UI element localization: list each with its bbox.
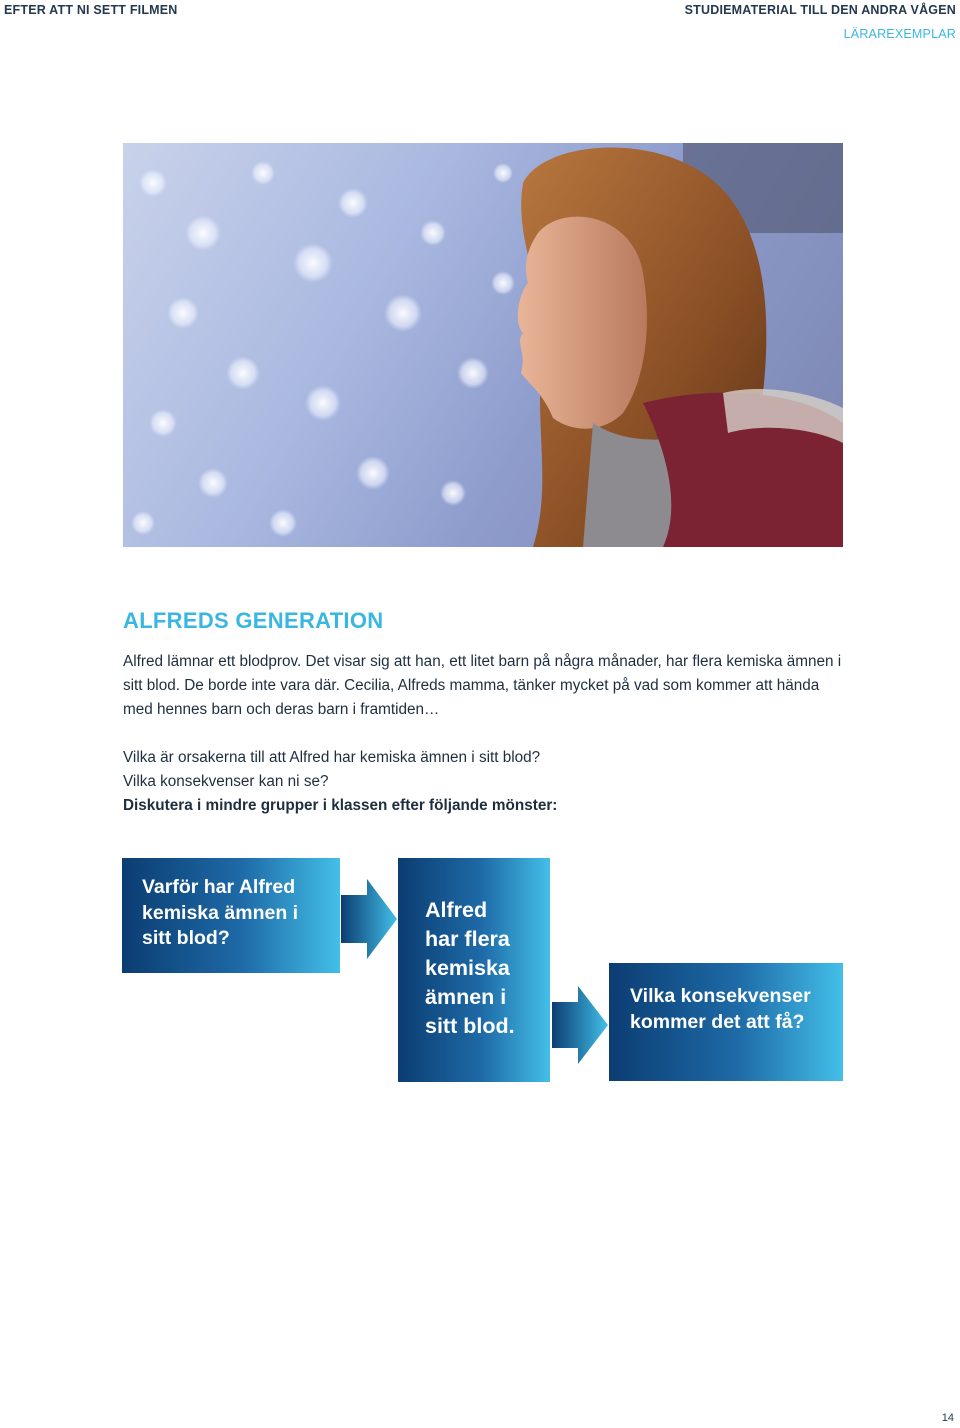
- header-left: EFTER ATT NI SETT FILMEN: [4, 3, 178, 17]
- intro-text: Alfred lämnar ett blodprov. Det visar sig att han, ett litet barn på några månader, har flera kemiska ämnen i sitt blod. De borde inte vara där. Cecilia, Alfreds mamma, tänker mycket på vad som kommer att hända med hennes barn och deras barn i framtiden…: [123, 653, 842, 718]
- page-number: 14: [941, 1412, 954, 1424]
- discussion-instruction: Diskutera i mindre grupper i klassen efter följande mönster:: [123, 797, 558, 814]
- flow-box-consequences: Vilka konsekvenser kommer det att få?: [609, 963, 843, 1081]
- question-consequences: Vilka konsekvenser kan ni se?: [123, 773, 329, 790]
- discussion-questions: [123, 746, 843, 818]
- section-title: ALFREDS GENERATION: [123, 608, 384, 633]
- arrow-right-icon: [341, 879, 397, 959]
- portrait-photo: [123, 143, 843, 547]
- header-sub: LÄRAREXEMPLAR: [843, 27, 956, 41]
- flow-box-fact: Alfred har flera kemiska ämnen i sitt blod.: [398, 858, 550, 1082]
- woman-portrait-photo: [123, 143, 843, 547]
- flow-box-why: Varför har Alfred kemiska ämnen i sitt blod?: [122, 858, 340, 973]
- arrow-right-icon: [552, 986, 608, 1064]
- header-right: STUDIEMATERIAL TILL DEN ANDRA VÅGEN: [684, 3, 956, 17]
- water-sparkles: [131, 161, 515, 537]
- question-causes: Vilka är orsakerna till att Alfred har kemiska ämnen i sitt blod?: [123, 749, 541, 766]
